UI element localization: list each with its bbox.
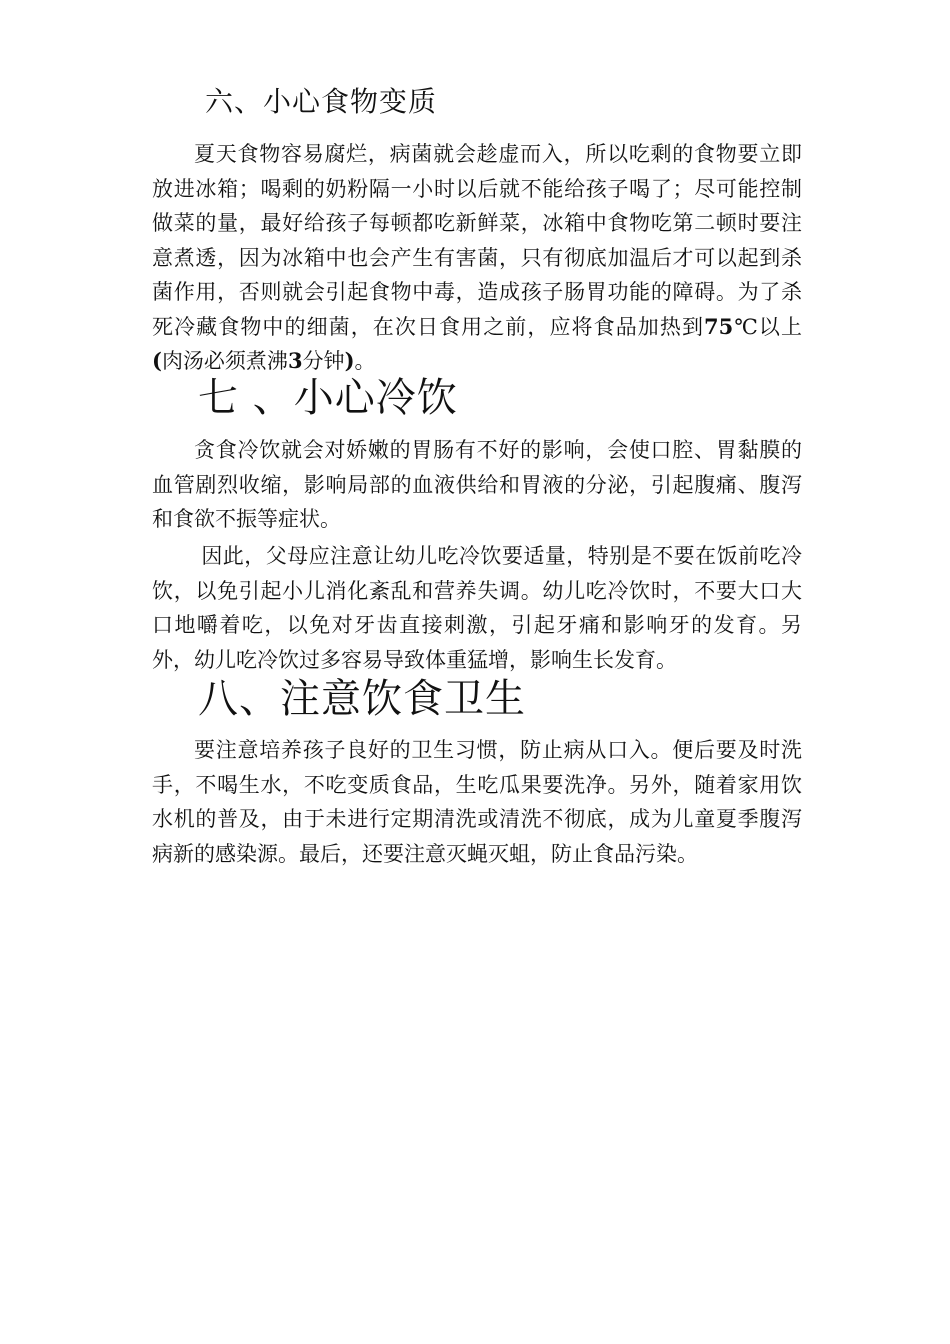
minutes-value: 3 (287, 348, 303, 373)
section-7-paragraph-2: 因此，父母应注意让幼儿吃冷饮要适量，特别是不要在饭前吃冷饮，以免引起小儿消化紊乱和营养失调。幼儿吃冷饮时，不要大口大口地嚼着吃，以免对牙齿直接刺激，引起牙痛和影响牙的发育。另外，幼儿吃冷饮过多容易导致体重猛增，影响生长发育。 (152, 544, 802, 672)
section-7-heading: 七 、小心冷饮 (198, 375, 458, 421)
temperature-value: 75 (704, 313, 734, 339)
section-6-paragraph (152, 137, 802, 379)
paren-close: ) (344, 348, 355, 373)
section-6-text-lead: 夏天食物容易腐烂，病菌就会趁虚而入，所以吃剩的食物要立即放进冰箱；喝剩的奶粉隔一小时以后就不能给孩子喝了；尽可能控制做菜的量，最好给孩子每顿都吃新鲜菜，冰箱中食物吃第二顿时要注意煮透，因为冰箱中也会产生有害菌，只有彻底加温后才可以起到杀菌作用，否则就会引起食物中毒，造成孩子肠胃功能的障碍。为了杀死冷藏食物中的细菌，在次日食用之前，应将食品加热到 (152, 142, 802, 339)
minutes-unit-text: 分钟 (302, 349, 345, 373)
section-6-text-end: 。 (354, 349, 376, 373)
section-8-heading: 八、注意饮食卫生 (198, 676, 526, 722)
section-8-paragraph-1: 要注意培养孩子良好的卫生习惯，防止病从口入。便后要及时洗手，不喝生水，不吃变质食品，生吃瓜果要洗净。另外，随着家用饮水机的普及，由于未进行定期清洗或清洗不彻底，成为儿童夏季腹泻病新的感染源。最后，还要注意灭蝇灭蛆，防止食品污染。 (152, 738, 802, 866)
section-7-paragraph-1: 贪食冷饮就会对娇嫩的胃肠有不好的影响，会使口腔、胃黏膜的血管剧烈收缩，影响局部的血液供给和胃液的分泌，引起腹痛、腹泻和食欲不振等症状。 (152, 438, 802, 531)
section-6-heading: 六、小心食物变质 (205, 85, 438, 118)
paren-text: 肉汤必须煮沸 (161, 349, 288, 373)
paren-open: ( (152, 348, 162, 373)
temperature-unit-text: ℃以上 (733, 314, 803, 339)
